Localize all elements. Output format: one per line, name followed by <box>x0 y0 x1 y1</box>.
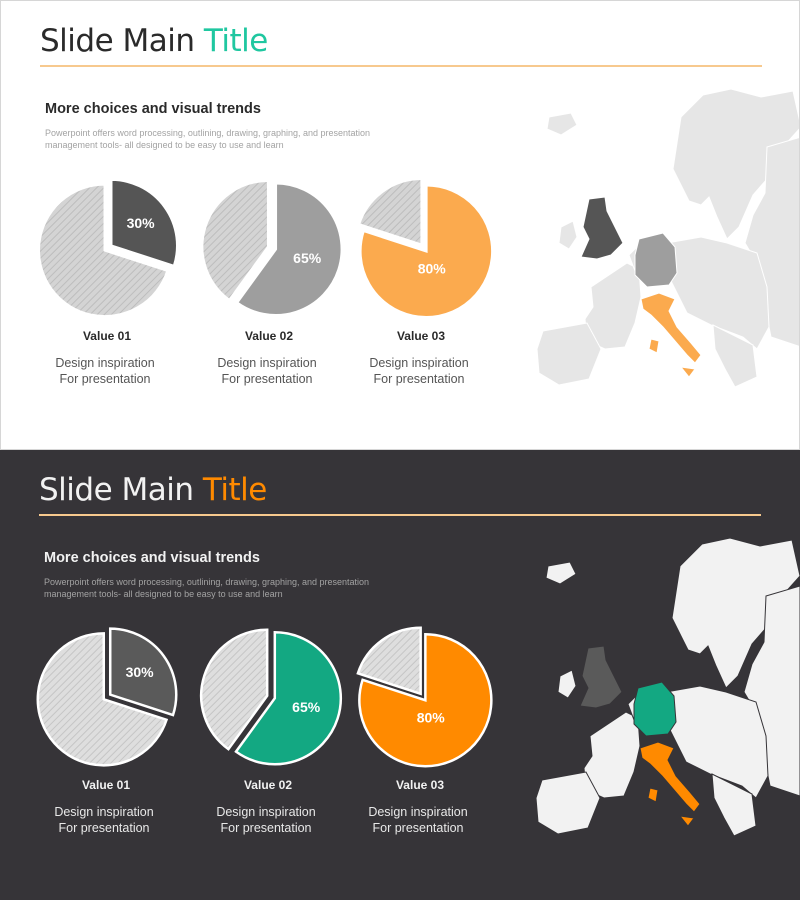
slide-dark <box>0 450 800 900</box>
value-description-line: Design inspiration <box>369 356 469 370</box>
value-description-line: Design inspiration <box>217 356 317 370</box>
value-description-line: Design inspiration <box>55 356 155 370</box>
pie-percent-label: 80% <box>417 260 446 277</box>
pie-percent-label: 30% <box>126 215 155 232</box>
value-description-3 <box>348 804 488 836</box>
value-description-3 <box>349 355 489 387</box>
value-description-line: Design inspiration <box>54 805 154 819</box>
value-description-line: For presentation <box>220 821 312 835</box>
section-description: Powerpoint offers word processing, outlining, drawing, graphing, and presentation management tools- all designed to be easy to use and learn <box>44 577 370 599</box>
value-description-line: Design inspiration <box>368 805 468 819</box>
title-main: Slide Main <box>40 23 195 59</box>
section-description: Powerpoint offers word processing, outlining, drawing, graphing, and presentation management tools- all designed to be easy to use and learn <box>45 128 371 150</box>
pie-percent-label: 80% <box>416 709 445 726</box>
section-heading: More choices and visual trends <box>44 550 260 566</box>
slide-title <box>39 472 267 508</box>
value-description-line: For presentation <box>221 372 313 386</box>
value-label-3: Value 03 <box>395 778 445 792</box>
title-divider <box>39 514 761 516</box>
pie-chart-1 <box>32 622 182 772</box>
value-label-2: Value 02 <box>243 778 293 792</box>
value-label-3: Value 03 <box>396 329 446 343</box>
pie-percent-label: 65% <box>292 699 321 716</box>
pie-percent-label: 30% <box>125 664 154 681</box>
pie-percent-label: 65% <box>293 250 322 267</box>
pie-chart-2 <box>196 622 346 772</box>
section-heading: More choices and visual trends <box>45 101 261 117</box>
value-description-2 <box>197 355 337 387</box>
map-base-land <box>537 89 800 387</box>
map-country-germany <box>635 233 677 287</box>
pie-chart-2 <box>197 173 347 323</box>
map-base-land <box>536 538 800 836</box>
value-description-1 <box>34 804 174 836</box>
pie-chart-3 <box>349 173 499 323</box>
value-label-1: Value 01 <box>82 329 132 343</box>
value-description-line: For presentation <box>58 821 150 835</box>
value-description-line: For presentation <box>372 821 464 835</box>
europe-map <box>530 536 800 836</box>
value-label-1: Value 01 <box>81 778 131 792</box>
slide-title <box>40 23 268 59</box>
title-main: Slide Main <box>39 472 194 508</box>
europe-map <box>531 87 800 387</box>
map-country-uk <box>580 646 622 708</box>
value-description-line: For presentation <box>59 372 151 386</box>
value-description-2 <box>196 804 336 836</box>
value-description-line: Design inspiration <box>216 805 316 819</box>
title-divider <box>40 65 762 67</box>
map-country-uk <box>581 197 623 259</box>
value-description-line: For presentation <box>373 372 465 386</box>
title-accent: Title <box>203 23 268 59</box>
map-country-germany <box>634 682 676 736</box>
value-description-1 <box>35 355 175 387</box>
value-label-2: Value 02 <box>244 329 294 343</box>
title-accent: Title <box>202 472 267 508</box>
pie-chart-1 <box>33 173 183 323</box>
pie-chart-3 <box>348 622 498 772</box>
